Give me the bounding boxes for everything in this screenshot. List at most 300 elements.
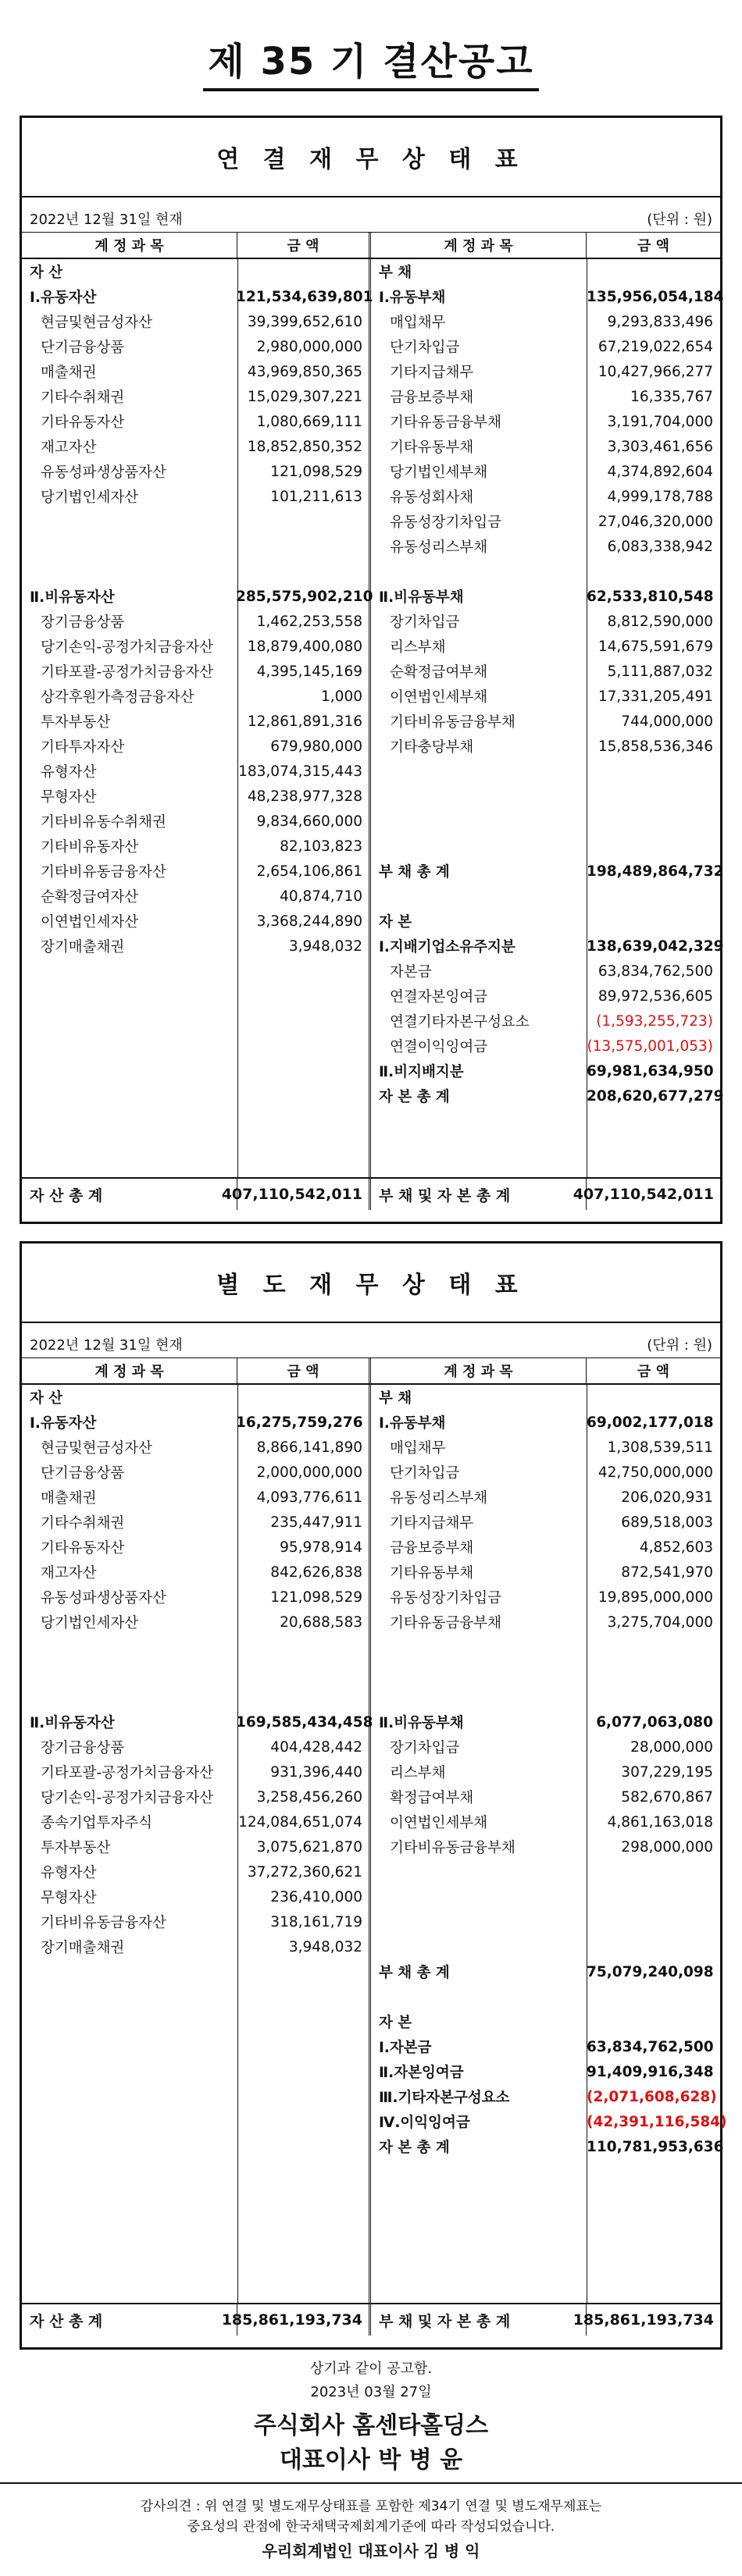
separate-total-row [22,2303,720,2336]
account-amount: 3,948,032 [288,938,362,955]
account-label: 당기손익-공정가치금융자산 [41,1790,214,1806]
account-label: 당기법인세자산 [41,489,139,506]
account-label: 기타유동부채 [390,1565,474,1582]
account-label: 단기차입금 [390,1465,460,1482]
liability-row [371,1834,720,1859]
header-account-left: 계 정 과 목 [22,1358,237,1383]
account-amount: 198,489,864,732 [587,863,724,880]
liability-row [371,609,720,634]
liability-row [371,409,720,434]
asset-row [22,859,369,884]
liability-row [371,809,720,834]
account-label: 기타수취채권 [41,390,125,406]
account-label: 장기차입금 [390,614,460,631]
asset-row [22,1859,369,1884]
separate-body [22,1385,727,2303]
liability-row [371,2134,724,2159]
account-amount: 4,852,603 [639,1539,713,1556]
account-label: 기타유동금융부채 [390,415,501,431]
account-label: 단기금융상품 [41,340,125,356]
account-amount: 37,272,360,621 [247,1863,362,1880]
asset-row [22,484,369,509]
account-amount: 16,335,767 [630,388,713,405]
liability-row [371,634,720,659]
asset-row [22,1510,369,1535]
account-amount: 14,675,591,679 [598,638,713,655]
account-amount: 3,191,704,000 [607,413,713,430]
account-amount: 121,098,529 [270,1589,362,1606]
account-label: 당기법인세자산 [41,1615,139,1631]
account-label: 당기손익-공정가치금융자산 [41,639,214,656]
account-amount: 2,980,000,000 [256,338,362,355]
account-label: Ⅳ.이익잉여금 [379,2115,470,2131]
account-amount: 582,670,867 [621,1788,713,1806]
account-label: 매출채권 [41,365,97,381]
account-label: 유동성장기차입금 [390,1590,501,1606]
separate-assets [22,1385,371,2303]
asset-row [22,784,369,809]
asset-row [22,559,369,584]
consolidated-meta [22,197,720,233]
account-amount: 135,956,054,184 [587,288,724,305]
asset-row [22,309,369,334]
asset-row [22,359,369,384]
account-amount: 3,303,461,656 [607,438,713,455]
liability-row [371,784,720,809]
account-amount: 15,858,536,346 [598,738,713,755]
liability-row [371,434,720,459]
liability-row [371,834,720,859]
consolidated-unit: (단위 : 원) [647,212,712,228]
account-amount: 62,533,810,548 [587,588,714,605]
account-label: 유형자산 [41,1865,97,1881]
total-assets-label: 자 산 총 계 [22,2304,237,2336]
account-label: 재고자산 [41,1565,97,1582]
account-label: 이연법인세부채 [390,1815,488,1831]
liability-row [371,1759,720,1784]
liability-row [371,1784,720,1809]
asset-row [22,834,369,859]
account-amount: 69,981,634,950 [587,1062,714,1080]
account-amount: 404,428,442 [270,1738,362,1756]
account-label: 기타포괄-공정가치금융자산 [41,664,214,681]
liability-row [371,2009,720,2034]
account-label: 장기매출채권 [41,1940,125,1956]
liability-row [371,659,720,684]
account-label: 리스부채 [390,1765,446,1781]
account-amount: 15,029,307,221 [247,388,362,405]
liability-row [371,1485,720,1510]
account-amount: 121,098,529 [270,463,362,480]
liability-row [371,1884,720,1909]
header-amount-right: 금 액 [637,1364,670,1380]
account-label: 종속기업투자주식 [41,1815,152,1831]
liability-row [371,1685,720,1710]
account-amount: (1,593,255,723) [596,1012,713,1030]
account-label: Ⅰ.자본금 [379,2040,432,2056]
account-amount: 679,980,000 [270,738,362,755]
account-amount: 1,000 [321,688,362,705]
account-amount: 121,534,639,801 [236,288,373,305]
asset-row [22,1385,369,1410]
account-label: 매입채무 [390,1440,446,1457]
total-assets-value: 185,861,193,734 [237,2304,371,2336]
ceo-name: 대표이사 박 병 윤 [279,2446,463,2474]
asset-row [22,259,369,284]
asset-row [22,334,369,359]
account-amount: 20,688,583 [280,1614,362,1631]
account-label: 유동성파생상품자산 [41,1590,166,1606]
liability-row [371,1535,720,1560]
consolidated-liabilities-equity [371,259,724,1177]
account-amount: 1,080,669,111 [256,413,362,430]
account-amount: 17,331,205,491 [598,688,713,705]
liability-row [371,1959,720,1984]
account-label: 기타비유동자산 [41,839,139,856]
account-label: Ⅱ.비유동부채 [379,589,464,606]
account-label: Ⅱ.비유동자산 [30,589,115,606]
consolidated-header [22,233,720,259]
account-amount: 689,518,003 [621,1514,713,1531]
account-amount: 235,447,911 [270,1514,362,1531]
asset-row [22,409,369,434]
account-label: Ⅱ.비유동부채 [379,1715,464,1731]
account-amount: 931,396,440 [270,1763,362,1781]
account-amount: 124,084,651,074 [238,1813,362,1831]
asset-row [22,709,369,734]
asset-row [22,434,369,459]
account-label: 자 본 총 계 [379,1089,450,1105]
asset-row [22,1535,369,1560]
consolidated-body [22,259,724,1177]
account-amount: 91,409,916,348 [587,2063,714,2080]
liability-row [371,259,720,284]
asset-row [22,1610,369,1635]
liability-row [371,1560,720,1585]
account-label: 기타유동금융부채 [390,1615,501,1631]
account-amount: 63,834,762,500 [587,2038,714,2055]
account-amount: 872,541,970 [621,1564,713,1581]
account-label: Ⅰ.유동자산 [30,1415,97,1432]
account-label: 유동성파생상품자산 [41,464,166,481]
account-label: 단기차입금 [390,340,460,356]
header-account-right: 계 정 과 목 [371,233,587,258]
account-label: 순확정급여자산 [41,889,139,906]
account-label: 자본금 [390,964,432,980]
total-liab-equity-label: 부 채 및 자 본 총 계 [371,1179,587,1210]
asset-row [22,1460,369,1485]
account-amount: 89,972,536,605 [598,987,713,1005]
asset-row [22,684,369,709]
liability-row [371,559,720,584]
liability-row [371,334,720,359]
account-amount: 1,308,539,511 [607,1439,713,1456]
account-amount: (2,071,608,628) [587,2088,717,2105]
asset-row [22,509,369,534]
account-amount: 4,861,163,018 [607,1813,713,1831]
audit-opinion-line2: 중요성의 관점에 한국채택국제회계기준에 따라 작성되었습니다. [187,2519,555,2535]
liability-row [371,959,720,984]
account-amount: 298,000,000 [621,1838,713,1856]
liability-row [371,2059,720,2084]
account-label: 당기법인세부채 [390,464,488,481]
account-amount: 43,969,850,365 [247,363,362,380]
liability-row [371,1059,720,1083]
account-amount: 67,219,022,654 [598,338,713,355]
account-label: 장기금융상품 [41,1740,125,1756]
account-label: 투자부동산 [41,714,111,731]
liability-row [371,384,720,409]
account-amount: 42,750,000,000 [598,1464,713,1481]
asset-row [22,1560,369,1585]
asset-row [22,1435,369,1460]
account-label: 단기금융상품 [41,1465,125,1482]
asset-row [22,1485,369,1510]
account-amount: 208,620,677,279 [587,1087,724,1105]
asset-row [22,284,373,309]
account-amount: 40,874,710 [280,888,362,905]
account-amount: 3,368,244,890 [256,913,362,930]
account-amount: 1,462,253,558 [256,613,362,630]
account-amount: 6,083,338,942 [607,538,713,555]
account-amount: 27,046,320,000 [598,513,713,530]
account-label: 기타포괄-공정가치금융자산 [41,1765,214,1781]
account-label: 무형자산 [41,1890,97,1906]
liability-row [371,909,720,934]
separate-liabilities-equity [371,1385,727,2303]
liability-row [371,484,720,509]
account-amount: (13,575,001,053) [587,1037,713,1055]
liability-row [371,859,724,884]
account-amount: 69,002,177,018 [587,1414,714,1431]
account-label: 매출채권 [41,1490,97,1507]
account-label: 이연법인세부채 [390,689,488,706]
account-label: 부 채 총 계 [379,864,450,881]
account-amount: 2,000,000,000 [256,1464,362,1481]
account-label: 재고자산 [41,439,97,456]
account-amount: 18,852,850,352 [247,438,362,455]
account-label: 부 채 [379,1390,412,1407]
liability-row [371,1083,724,1108]
account-amount: 169,585,434,458 [236,1713,373,1731]
account-amount: 744,000,000 [621,713,713,730]
asset-row [22,1784,369,1809]
account-label: 기타비유동금융부채 [390,1840,515,1856]
auditor-name: 우리회계법인 대표이사 김 병 익 [262,2542,480,2560]
account-label: Ⅱ.비유동자산 [30,1715,115,1731]
liability-row [371,2034,720,2059]
separate-statement [20,1241,727,2350]
account-label: 자 산 [30,265,63,281]
header-amount-right: 금 액 [637,238,670,254]
account-label: 기타유동자산 [41,415,125,431]
liability-row [371,759,720,784]
asset-row [22,1809,369,1834]
liability-row [371,1460,720,1485]
account-label: 기타비유동금융자산 [41,1915,166,1931]
liability-row [371,1909,720,1934]
account-amount: 19,895,000,000 [598,1589,713,1606]
header-account-left: 계 정 과 목 [22,233,237,258]
separate-meta [22,1323,720,1358]
liability-row [371,1934,720,1959]
account-amount: 4,999,178,788 [607,488,713,505]
liability-row [371,1034,720,1059]
asset-row [22,909,369,934]
liability-row [371,1735,720,1759]
asset-row [22,934,369,959]
asset-row [22,384,369,409]
total-assets-value: 407,110,542,011 [237,1179,371,1210]
account-amount: 12,861,891,316 [247,713,362,730]
account-amount: 4,374,892,604 [607,463,713,480]
account-label: 이연법인세자산 [41,914,139,930]
account-label: 기타비유동금융부채 [390,714,515,731]
liability-row [371,509,720,534]
account-amount: 3,258,456,260 [256,1788,362,1806]
account-label: 부 채 [379,265,412,281]
liability-row [371,1585,720,1610]
separate-title: 별 도 재 무 상 태 표 [22,1244,720,1323]
asset-row [22,459,369,484]
account-amount: 236,410,000 [270,1888,362,1905]
account-label: 투자부동산 [41,1840,111,1856]
account-label: Ⅱ.자본잉여금 [379,2065,464,2081]
account-label: Ⅰ.유동부채 [379,290,446,306]
account-amount: 9,834,660,000 [256,813,362,830]
liability-row [371,1510,720,1535]
account-label: 금융보증부채 [390,1540,474,1557]
total-liab-equity-label: 부 채 및 자 본 총 계 [371,2304,587,2336]
account-amount: 101,211,613 [270,488,362,505]
account-amount: 82,103,823 [280,838,362,855]
account-label: 매입채무 [390,315,446,331]
liability-row [371,1435,720,1460]
account-label: 유동성리스부채 [390,1490,488,1507]
account-label: 유동성회사채 [390,489,474,506]
liability-row [371,459,720,484]
account-amount: (42,391,116,584) [587,2113,727,2130]
account-label: 자 산 [30,1390,63,1407]
account-label: 기타지급채무 [390,365,474,381]
asset-row [22,1660,369,1685]
account-amount: 318,161,719 [270,1913,362,1930]
separate-unit: (단위 : 원) [647,1337,712,1354]
account-label: 자 본 총 계 [379,2140,450,2156]
account-label: 금융보증부채 [390,390,474,406]
account-label: 현금및현금성자산 [41,315,152,331]
page-title: 제 35 기 결산공고 [0,31,742,91]
account-amount: 110,781,953,636 [587,2138,724,2155]
asset-row [22,634,369,659]
account-label: 무형자산 [41,789,97,806]
account-amount: 18,879,400,080 [247,638,362,655]
account-amount: 138,639,042,329 [587,938,724,955]
liability-row [371,1610,720,1635]
audit-opinion-line1: 감사의견 : 위 연결 및 별도재무상태표를 포함한 제34기 연결 및 별도재무제표는 [140,2499,602,2514]
account-amount: 95,978,914 [280,1539,362,1556]
liability-row [371,1710,720,1735]
account-label: 기타유동자산 [41,1540,125,1557]
account-amount: 3,075,621,870 [256,1838,362,1856]
header-amount-left: 금 액 [237,233,371,258]
account-label: 기타비유동금융자산 [41,864,166,881]
liability-row [371,1635,720,1660]
asset-row [22,534,369,559]
liability-row [371,709,720,734]
liability-row [371,309,720,334]
account-amount: 28,000,000 [630,1738,713,1756]
consolidated-assets [22,259,371,1177]
account-label: 자 본 [379,914,412,930]
asset-row [22,1710,373,1735]
notice-text: 상기과 같이 공고함. [309,2361,433,2377]
account-label: 자 본 [379,2015,412,2031]
liability-row [371,359,720,384]
account-amount: 307,229,195 [621,1763,713,1781]
total-assets-label: 자 산 총 계 [22,1179,237,1210]
consolidated-date: 2022년 12월 31일 현재 [30,212,183,228]
account-amount: 8,812,590,000 [607,613,713,630]
account-label: 연결기타자본구성요소 [390,1014,530,1030]
account-label: 리스부채 [390,639,446,656]
asset-row [22,659,369,684]
liability-row [371,1859,720,1884]
asset-row [22,1735,369,1759]
account-amount: 6,077,063,080 [596,1713,713,1731]
total-liab-equity-value: 407,110,542,011 [573,1186,714,1203]
liability-row [371,584,720,609]
account-label: 장기금융상품 [41,614,125,631]
liability-row [371,1984,720,2009]
account-label: Ⅰ.유동자산 [30,290,97,306]
account-label: 장기차입금 [390,1740,460,1756]
account-amount: 9,293,833,496 [607,313,713,330]
account-label: 기타유동부채 [390,439,474,456]
liability-row [371,1009,720,1034]
account-label: 확정급여부채 [390,1790,474,1806]
account-amount: 3,948,032 [288,1938,362,1955]
separate-header [22,1358,720,1385]
account-label: 기타충당부채 [390,739,474,756]
asset-row [22,1410,369,1435]
liability-row [371,2084,720,2109]
asset-row [22,1934,369,1959]
account-label: Ⅰ.지배기업소유주지분 [379,939,515,955]
account-label: 기타비유동수취채권 [41,814,166,831]
account-amount: 8,866,141,890 [256,1439,362,1456]
account-amount: 183,074,315,443 [238,763,362,780]
liability-row [371,734,720,759]
account-label: 기타수취채권 [41,1515,125,1532]
account-label: 연결자본잉여금 [390,989,488,1005]
account-amount: 4,093,776,611 [256,1489,362,1506]
account-amount: 2,654,106,861 [256,863,362,880]
asset-row [22,1884,369,1909]
asset-row [22,1635,369,1660]
header-account-right: 계 정 과 목 [371,1358,587,1383]
account-label: 현금및현금성자산 [41,1440,152,1457]
account-amount: 5,111,887,032 [607,663,713,680]
liability-row [371,534,720,559]
account-amount: 16,275,759,276 [236,1414,363,1431]
consolidated-total-row [22,1177,720,1210]
liability-row [371,2109,727,2134]
account-label: 연결이익잉여금 [390,1039,488,1055]
asset-row [22,609,369,634]
asset-row [22,1685,369,1710]
asset-row [22,1759,369,1784]
